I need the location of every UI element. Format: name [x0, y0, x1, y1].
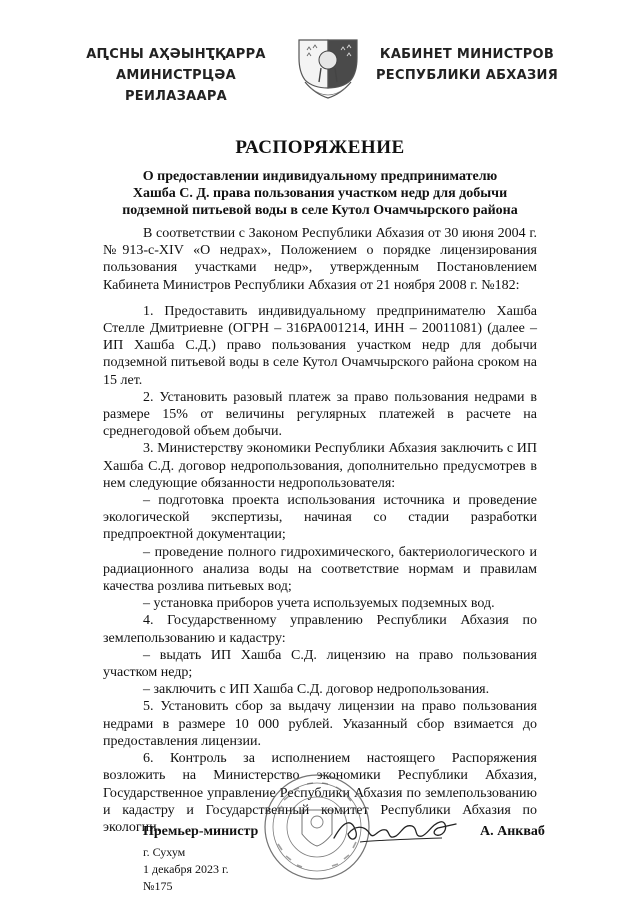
- handwritten-signature-icon: [330, 812, 460, 848]
- header-right-line2: РЕСПУБЛИКИ АБХАЗИЯ: [375, 68, 559, 83]
- item-1-paragraph: 1. Предоставить индивидуальному предпринимателю Хашба Стелле Дмитриевне (ОГРН – 316РА001214, ИНН – 20011081) (далее – ИП Хашба С.Д.) право пользования участком недр для добычи подземной питьевой воды в селе Кутол Очамчырского района сроком на 15 лет.: [103, 303, 537, 388]
- document-subject: [100, 168, 540, 219]
- document-title: РАСПОРЯЖЕНИЕ: [235, 137, 405, 158]
- signatory-position: Премьер-министр: [143, 824, 259, 839]
- subject-line-3: подземной питьевой воды в селе Кутол Очамчырского района: [122, 203, 518, 218]
- item-4-paragraph: 4. Государственному управлению Республики Абхазия по землепользованию и кадастру:: [103, 613, 537, 646]
- issue-details: [143, 844, 229, 895]
- issue-number: №175: [143, 879, 173, 893]
- item-5-paragraph: 5. Установить сбор за выдачу лицензии на право пользования недрами в размере 10 000 рублей. Указанный сбор взимается до предоставления лицензии.: [103, 699, 537, 749]
- issue-city: г. Сухум: [143, 845, 186, 859]
- preamble-paragraph: В соответствии с Законом Республики Абхазия от 30 июня 2004 г. №913-с-XIV «О недрах», Положением о порядке лицензирования пользования участками недр», утвержденным Постановлением Кабинета Министров Республики Абхазия от 21 ноября 2008 г. №182:: [103, 226, 537, 293]
- subject-line-1: О предоставлении индивидуальному предпринимателю: [142, 169, 498, 184]
- header-left-line1: АԤСНЫ АҲӘЫНҬҚАРРА: [86, 47, 266, 62]
- item-3-dash-2: – проведение полного гидрохимического, бактериологического и радиационного анализа воды на соответствие нормам и правилам качества розлива питьевых вод;: [103, 544, 537, 595]
- header-right-line1: КАБИНЕТ МИНИСТРОВ: [379, 47, 555, 62]
- document-body: [103, 225, 537, 836]
- item-3-dash-3: – установка приборов учета используемых подземных вод.: [143, 596, 495, 612]
- header-left-line2: АМИНИСТРЦӘА РЕИЛАЗААРА: [115, 68, 237, 104]
- issue-date: 1 декабря 2023 г.: [143, 862, 229, 876]
- subject-line-2: Хашба С. Д. права пользования участком недр для добычи: [132, 186, 508, 201]
- item-3-paragraph: 3. Министерству экономики Республики Абхазия заключить с ИП Хашба С.Д. договор недропользования, дополнительно предусмотрев в нем следующие обязанности недропользователя:: [103, 441, 537, 491]
- signatory-name: А. Анкваб: [480, 824, 545, 839]
- item-3-dash-1: – подготовка проекта использования источника и проведение экологической экспертизы, начиная со стадии разработки предпроектной документации;: [103, 493, 537, 543]
- item-6-paragraph: 6. Контроль за исполнением настоящего Распоряжения возложить на Министерство экономики Республики Абхазия, Государственное управление Республики Абхазия по землепользованию и кадастру и Государственный комитет Республики Абхазия по экологии.: [103, 751, 537, 835]
- item-2-paragraph: 2. Установить разовый платеж за право пользования недрами в размере 15% от величины регулярных платежей в расчете на среднегодовой объем добычи.: [103, 389, 537, 440]
- header-right-russian: [372, 44, 562, 86]
- header-left-abkhaz: [76, 44, 276, 107]
- item-4-dash-2: – заключить с ИП Хашба С.Д. договор недропользования.: [143, 682, 490, 698]
- item-4-dash-1: – выдать ИП Хашба С.Д. лицензию на право пользования участком недр;: [103, 647, 537, 681]
- state-emblem-icon: [297, 38, 359, 104]
